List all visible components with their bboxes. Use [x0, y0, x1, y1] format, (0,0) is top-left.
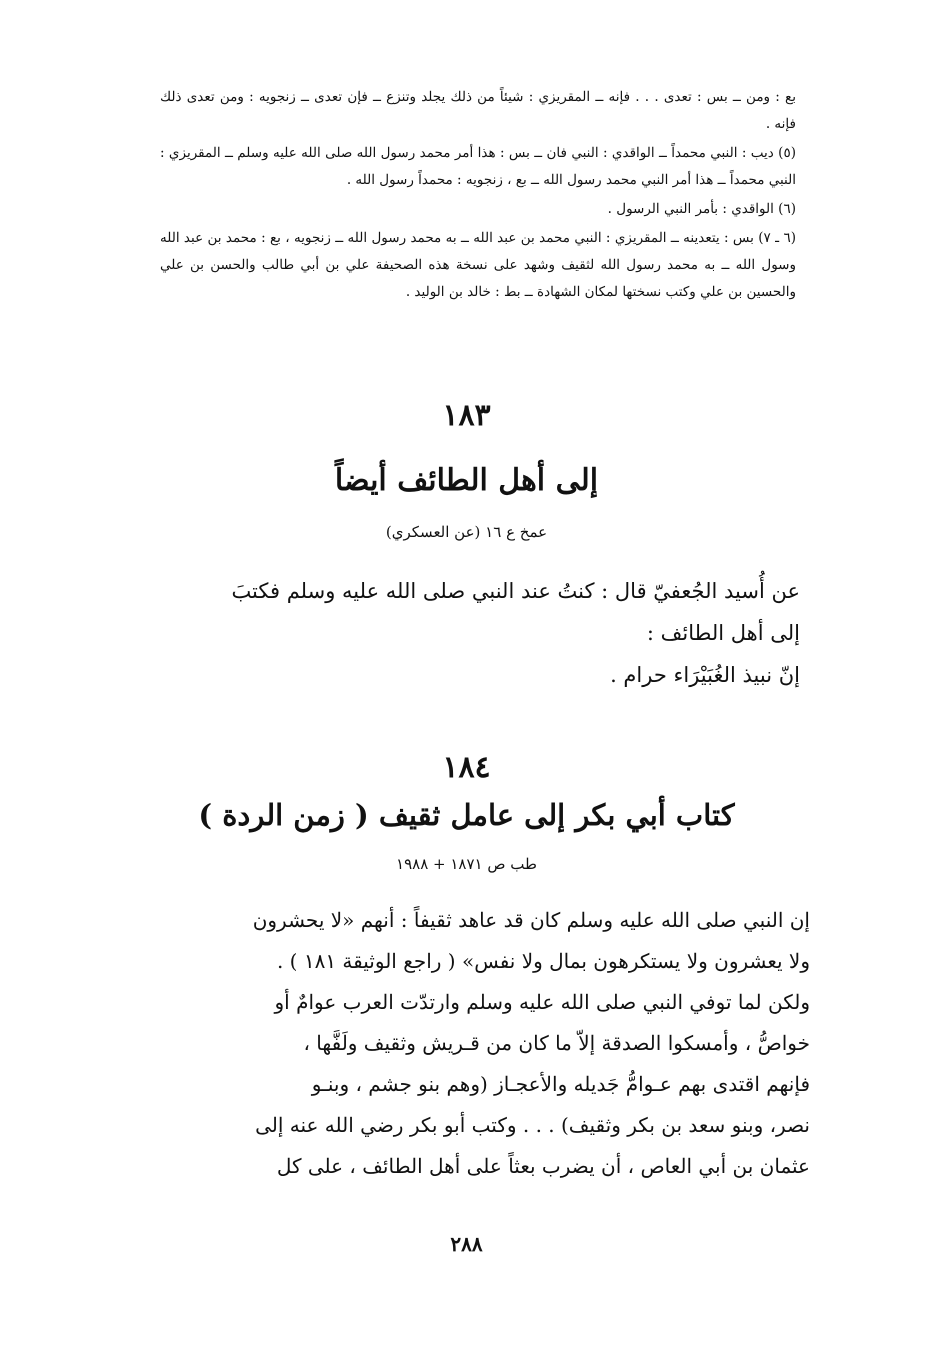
document-body	[160, 900, 810, 1187]
body-line: عثمان بن أبي العاص ، أن يضرب بعثاً على أهل الطائف ، على كل	[276, 1154, 810, 1178]
document-source: طب ص ١٨٧١ + ١٩٨٨	[396, 855, 537, 873]
document-number: ١٨٤	[442, 750, 491, 785]
body-line: إلى أهل الطائف :	[646, 621, 800, 645]
document-title: كتاب أبي بكر إلى عامل ثقيف ( زمن الردة )	[198, 798, 735, 832]
body-line: ولا يعشرون ولا يستكرهون بمال ولا نفس» ( راجع الوثيقة ١٨١ ) .	[276, 949, 810, 973]
body-line: ولكن لما توفي النبي صلى الله عليه وسلم وارتدّت العرب عوامٌ أو	[274, 990, 810, 1014]
body-line: فإنهم اقتدى بهم عـوامُّ جَديله والأعجـاز (وهم بنو جشم ، وبنـو	[311, 1072, 810, 1096]
footnote: (٦ ـ ٧) بس : يتعدينه ــ المقريزي : النبي محمد بن عبد الله ــ به محمد رسول الله ــ زنجويه ، بع : محمد بن عبد الله وسول الله ــ به محمد رسول الله لثقيف وشهد على نسخة هذه الصحيفة علي بن أبي طالب والحسن بن علي والحسين بن علي وكتب نسختها لمكان الشهادة ــ بط : خالد بن الوليد .	[160, 230, 796, 300]
body-line: نصر، وبنو سعد بن بكر وثقيف) . . . وكتب أبو بكر رضي الله عنه إلى	[255, 1113, 810, 1137]
footnote: بع : ومن ــ بس : تعدى . . . فإنه ــ المقريزي : شيئاً من ذلك يجلد وتنزع ــ فإن تعدى ــ زنجويه : ومن تعدى ذلك فإنه .	[160, 89, 796, 132]
body-line: إن النبي صلى الله عليه وسلم كان قد عاهد ثقيفاً : أنهم «لا يحشرون	[252, 908, 810, 932]
footnotes	[160, 84, 796, 308]
footnote: (٥) ديب : النبي محمداً ــ الواقدي : النبي فان ــ بس : هذا أمر محمد رسول الله صلى الله عليه وسلم ــ المقريزي : النبي محمداً ــ هذا أمر النبي محمد رسول الله ــ بع ، زنجويه : محمداً رسول الله .	[160, 145, 796, 188]
footnote: (٦) الواقدي : بأمر النبي الرسول .	[607, 201, 796, 217]
document-title: إلى أهل الطائف أيضاً	[334, 463, 599, 498]
document-body	[160, 570, 800, 696]
document-source: عمخ ع ١٦ (عن العسكري)	[385, 523, 548, 541]
body-line: عن أُسيد الجُعفيّ قال : كنتُ عند النبي صلى الله عليه وسلم فكتبَ	[231, 579, 800, 603]
page-number: ٢٨٨	[450, 1232, 483, 1256]
body-line: خواصُّ ، وأمسكوا الصدقة إلاّ ما كان من قـريش وثقيف ولَفَّها ،	[303, 1031, 810, 1055]
document-number: ١٨٣	[442, 398, 491, 433]
body-line: إنّ نبيذ الغُبَيْرَاء حرام .	[610, 663, 800, 687]
